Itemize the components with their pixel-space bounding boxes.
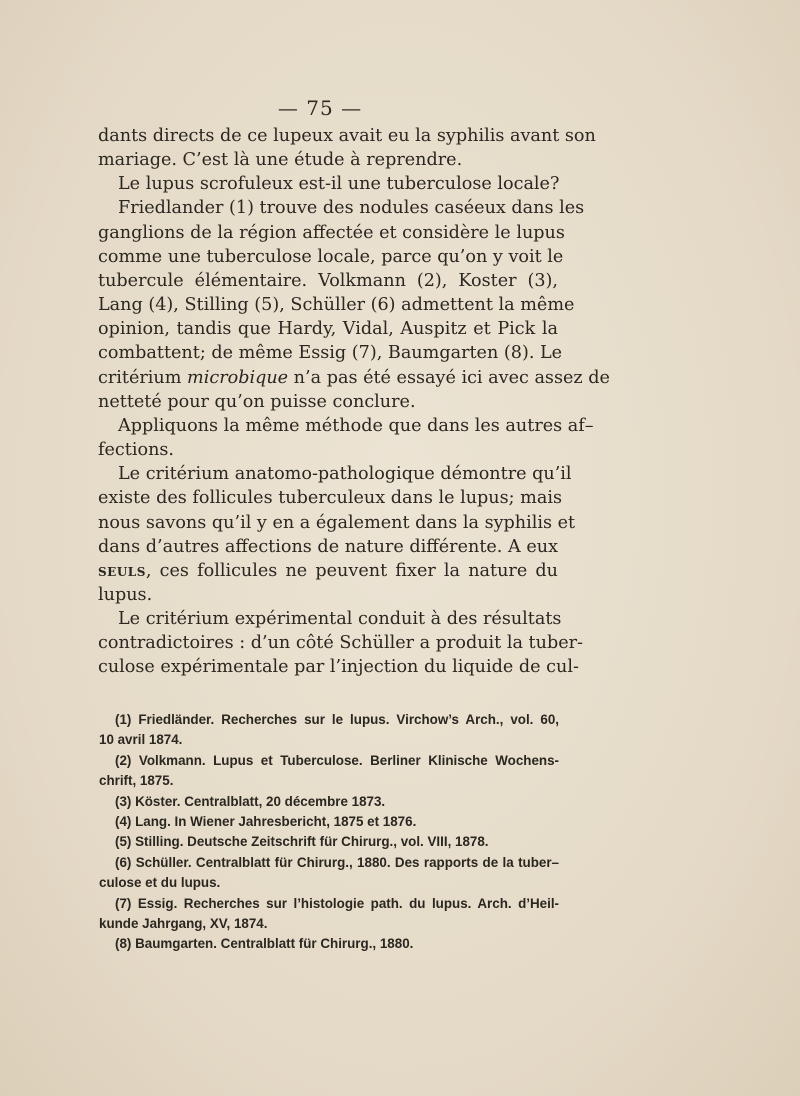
text-line: culose expérimentale par l’injection du liquide de cul-: [98, 657, 579, 678]
text-line: tubercule élémentaire. Volkmann (2), Koster (3),: [98, 270, 558, 291]
text-line: nous savons qu’il y en a également dans la syphilis et: [98, 512, 576, 533]
body-text: [98, 124, 610, 680]
text-line: [98, 559, 558, 583]
footnote-line: culose et du lupus.: [99, 875, 221, 891]
text-segment: n’a pas été essayé ici avec assez de: [288, 367, 610, 388]
footnote-line: kunde Jahrgang, XV, 1874.: [99, 916, 268, 932]
text-line: Le critérium anatomo-pathologique démontre qu’il: [118, 464, 572, 485]
footnote-line: (5) Stilling. Deutsche Zeitschrift für Chirurg., vol. VIII, 1878.: [115, 834, 489, 850]
footnote-line: (2) Volkmann. Lupus et Tuberculose. Berliner Klinische Wochens-: [115, 752, 559, 768]
text-line: combattent; de même Essig (7), Baumgarten (8). Le: [98, 343, 563, 364]
footnotes: [99, 710, 559, 955]
footnote-line: (4) Lang. In Wiener Jahresbericht, 1875 et 1876.: [115, 814, 417, 830]
text-line: ganglions de la région affectée et considère le lupus: [98, 222, 565, 243]
text-line: contradictoires : d’un côté Schüller a produit la tuber-: [98, 633, 583, 654]
text-line: mariage. C’est là une étude à reprendre.: [98, 150, 463, 171]
footnote-line: (1) Friedländer. Recherches sur le lupus. Virchow’s Arch., vol. 60,: [115, 712, 559, 727]
text-line: opinion, tandis que Hardy, Vidal, Auspitz et Pick la: [98, 319, 558, 340]
page-number: — 75 —: [277, 96, 363, 120]
text-line: Appliquons la même méthode que dans les autres af–: [118, 415, 594, 436]
text-line: Lang (4), Stilling (5), Schüller (6) admettent la même: [98, 295, 575, 316]
text-line: fections.: [98, 440, 175, 461]
italic-word: microbique: [187, 367, 289, 388]
text-segment: , ces follicules ne peuvent fixer la nature du: [145, 560, 558, 581]
text-line: netteté pour qu’on puisse conclure.: [98, 391, 416, 412]
text-line: comme une tuberculose locale, parce qu’on y voit le: [98, 246, 564, 267]
text-line: Friedlander (1) trouve des nodules caséeux dans les: [118, 198, 585, 219]
text-line: dans d’autres affections de nature différente. A eux: [98, 536, 558, 557]
text-line: dants directs de ce lupeux avait eu la syphilis avant son: [98, 126, 596, 146]
footnote-line: (8) Baumgarten. Centralblatt für Chirurg., 1880.: [115, 936, 414, 952]
small-caps-word: seuls: [98, 559, 146, 581]
footnote-line: 10 avril 1874.: [99, 732, 183, 748]
footnote-line: (7) Essig. Recherches sur l’histologie path. du lupus. Arch. d’Heil-: [115, 895, 559, 911]
text-line: [98, 366, 610, 390]
text-line: Le critérium expérimental conduit à des résultats: [118, 609, 562, 630]
text-segment: critérium: [98, 367, 188, 388]
footnote-line: chrift, 1875.: [99, 773, 174, 789]
footnote-line: (6) Schüller. Centralblatt für Chirurg., 1880. Des rapports de la tuber–: [115, 854, 559, 870]
text-line: lupus.: [98, 584, 153, 605]
text-line: existe des follicules tuberculeux dans le lupus; mais: [98, 488, 563, 509]
text-line: Le lupus scrofuleux est-il une tuberculose locale?: [118, 174, 560, 195]
footnote-line: (3) Köster. Centralblatt, 20 décembre 1873.: [115, 793, 386, 809]
